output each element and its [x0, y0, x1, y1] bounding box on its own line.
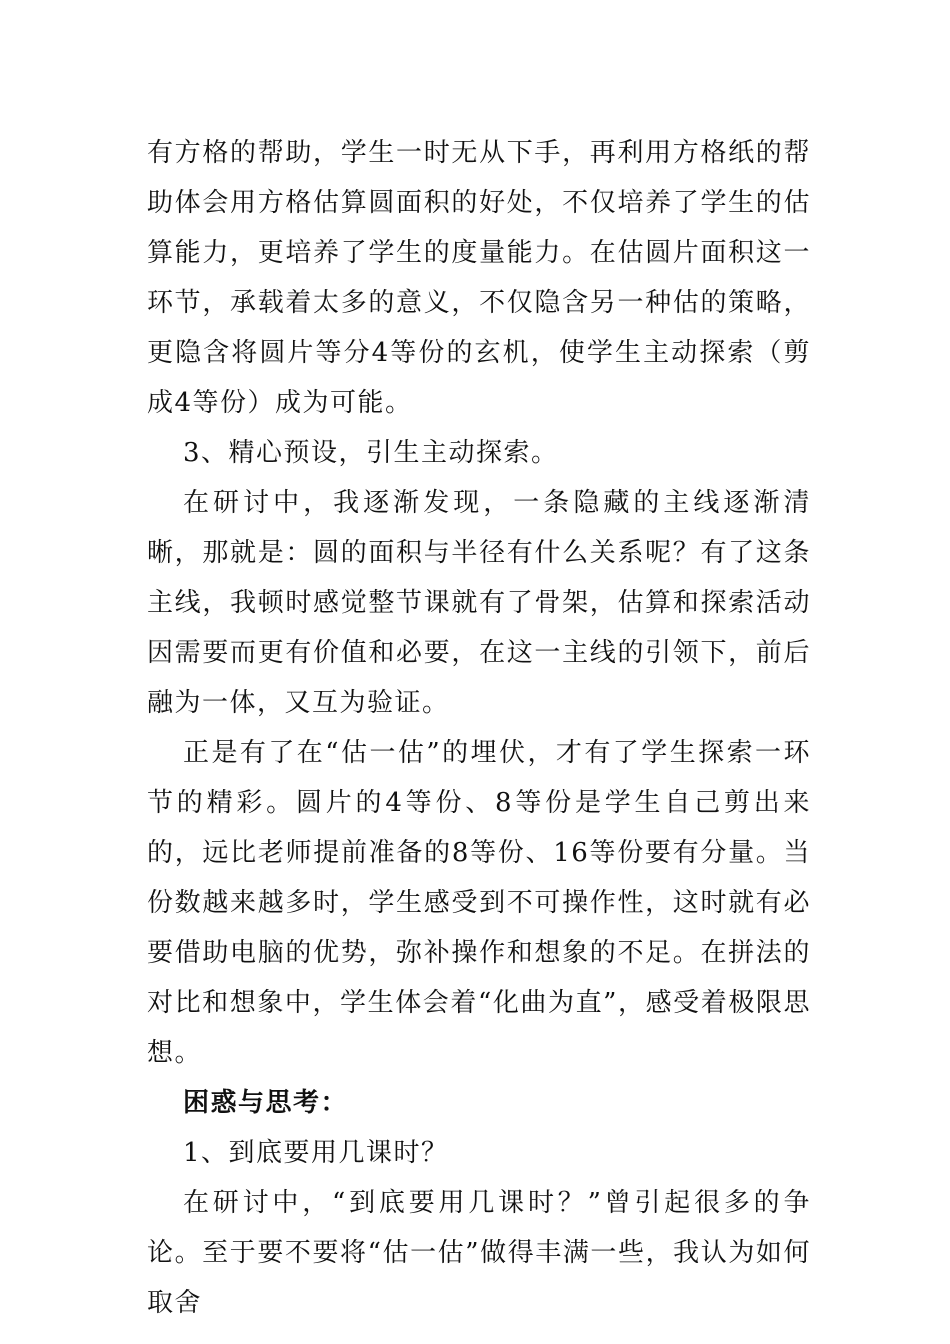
subheading-preset: 3、精心预设，引生主动探索。	[183, 438, 559, 468]
paragraph-discussion: 在研讨中，“到底要用几课时？”曾引起很多的争论。至于要不要将“估一估”做得丰满一些，我认为如何取舍	[147, 1188, 811, 1318]
paragraph-main-line: 在研讨中，我逐渐发现，一条隐藏的主线逐渐清晰，那就是：圆的面积与半径有什么关系呢？有了这条主线，我顿时感觉整节课就有了骨架，估算和探索活动因需要而更有价值和必要，在这一主线的引领下，前后融为一体，又互为验证。	[147, 488, 811, 718]
section-heading-confusion: 困惑与思考：	[183, 1088, 349, 1118]
subheading-class-hours: 1、到底要用几课时？	[183, 1138, 449, 1168]
paragraph-continued: 有方格的帮助，学生一时无从下手，再利用方格纸的帮助体会用方格估算圆面积的好处，不仅培养了学生的估算能力，更培养了学生的度量能力。在估圆片面积这一环节，承载着太多的意义，不仅隐含另一种估的策略，更隐含将圆片等分4等份的玄机，使学生主动探索（剪成4等份）成为可能。	[147, 138, 811, 418]
paragraph-estimation: 正是有了在“估一估”的埋伏，才有了学生探索一环节的精彩。圆片的4等份、8等份是学生自己剪出来的，远比老师提前准备的8等份、16等份要有分量。当份数越来越多时，学生感受到不可操作性，这时就有必要借助电脑的优势，弥补操作和想象的不足。在拼法的对比和想象中，学生体会着“化曲为直”，感受着极限思想。	[147, 738, 811, 1068]
document-body	[147, 128, 811, 1328]
